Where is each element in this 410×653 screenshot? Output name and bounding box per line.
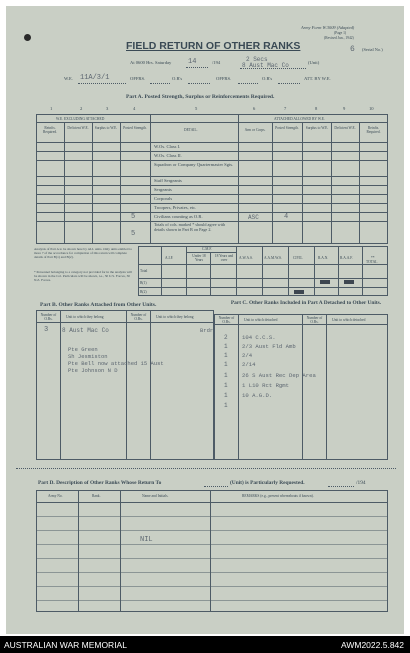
hand-arm-corps: ASC: [248, 214, 259, 221]
footer-institution: AUSTRALIAN WAR MEMORIAL: [4, 640, 127, 650]
right-group-header: ATTACHED ALLOWED BY W.E.: [274, 117, 325, 121]
part-c-hand-unit: 2/14: [242, 361, 256, 368]
form-sheet: [6, 6, 404, 634]
part-d-hand-nil: NIL: [140, 536, 153, 544]
hand-posted-right: 4: [284, 213, 289, 221]
year-label: /194: [212, 60, 221, 65]
col-number: 5: [195, 106, 198, 111]
or-label-1: O.R's: [172, 76, 183, 81]
part-d-unit-line: [204, 486, 228, 487]
col-head-reinfts: Reinfts. Required.: [42, 126, 58, 134]
unit-hand-2: 8 Aust Mac Co: [242, 62, 289, 69]
form-reference-1: Army Form W.3009 (Adapted): [301, 25, 355, 30]
col-head-arm: Arm or Corps.: [244, 128, 266, 132]
footer-accession: AWM2022.5.842: [341, 640, 404, 650]
col-head-deficient: Deficient W.E.: [67, 126, 89, 130]
part-d-date-line: [328, 486, 354, 487]
part-b-hand-line: Pte Bell now attached 15 Aust: [68, 360, 164, 367]
analysis-head: R.A.A.F.: [340, 256, 353, 260]
col-number: 9: [343, 106, 346, 111]
row-label-totals: Totals of cols. marked * should agree with details shown in Part B on Page 2.: [154, 222, 226, 232]
part-d-title-2: (Unit) is Particularly Requested.: [230, 480, 305, 486]
col-head-deficient-r: Deficient W.E.: [334, 126, 356, 130]
analysis-head: Under 18 Years: [192, 254, 206, 262]
part-d-year: /194: [356, 480, 366, 486]
analysis-table: [138, 246, 388, 296]
analysis-head: R.A.N.: [318, 256, 329, 260]
analysis-note-2: * Personnel belonging to a category not provided for in the analysis will be shown in the Col. Particulars will be shown, i.e., 30 U.S. Forces, 30 N.Z. Forces.: [34, 270, 132, 282]
col-number: 7: [284, 106, 287, 111]
col-head-surplus: Surplus to W.E.: [94, 126, 118, 130]
part-b-head: Number of O.Rs.: [40, 313, 57, 321]
part-c-hand-num: 2: [224, 334, 228, 341]
part-c-hand-num: 1: [224, 392, 228, 399]
part-a-title: Part A. Posted Strength, Surplus or Reinforcements Required.: [126, 94, 275, 100]
serial-number-hand: 6: [350, 45, 355, 54]
part-d-table: [36, 490, 388, 612]
part-b-hand-number: 3: [44, 326, 49, 334]
part-d-head: Name and Initials.: [142, 494, 169, 498]
at-text: At 0600 Hrs. Saturday: [130, 60, 172, 65]
row-label: Sergeants: [154, 187, 172, 192]
att-by-we-label: ATT. BY W.E.: [304, 76, 331, 81]
part-b-hand-line: Pte Johnson N D: [68, 367, 118, 374]
part-d-head: REMARKS (e.g., present whereabouts if known).: [242, 494, 314, 498]
part-c-hand-unit: 26 S Aust Rec Dep Area: [242, 372, 316, 379]
part-c-hand-unit: 10 A.G.D.: [242, 392, 273, 399]
part-c-title: Part C. Other Ranks Included in Part A Detached to Other Units.: [230, 300, 382, 306]
part-b-head: Number of O.Rs.: [130, 313, 147, 321]
part-c-head: Number of O.Rs.: [218, 316, 235, 324]
form-reference-2: (Page 1): [334, 31, 347, 35]
row-label: W.Os. Class I.: [154, 144, 181, 149]
part-c-hand-unit: 1 L10 Rct Rgmt: [242, 382, 289, 389]
part-b-hand-line: Sh Jesmiston: [68, 353, 108, 360]
date-hand: 14: [188, 58, 197, 66]
part-b-hand-line: Pte Green: [68, 346, 98, 353]
part-c-hand-num: 1: [224, 352, 228, 359]
date-line: [186, 67, 208, 68]
part-b-head: Unit to which they belong: [156, 315, 194, 319]
part-d-head: Rank.: [92, 494, 101, 498]
footer-bar: [0, 636, 410, 653]
part-c-hand-unit: 2/3 Aust Fld Amb: [242, 343, 296, 350]
col-head-surplus-r: Surplus to W.E.: [305, 126, 329, 130]
row-label: Staff Sergeants: [154, 178, 182, 183]
or-line-2: [278, 83, 300, 84]
part-b-hand-line: 8 Aust Mac Co: [62, 327, 109, 334]
col-number: 4: [133, 106, 136, 111]
part-c-hand-unit: 2/4: [242, 352, 253, 359]
analysis-head: A.A.M.W.S.: [264, 256, 282, 260]
field-return-form: [16, 16, 396, 616]
we-label: W.E.: [64, 76, 74, 81]
cmf-header: C.M.F.: [202, 247, 212, 251]
part-b-hand-right: Brdr: [200, 327, 214, 334]
row-label: Civilians counting as O.R.: [154, 214, 203, 219]
part-c-hand-num: 1: [224, 361, 228, 368]
analysis-note: Analysis of Part A to be shown here by ALL units. Only units entitled to more 7 of the accordance for completion of this return will complete details of Part B(1) and B(2).: [34, 247, 132, 259]
page-title: FIELD RETURN OF OTHER RANKS: [126, 40, 301, 52]
col-number: 6: [253, 106, 256, 111]
analysis-mark: [320, 280, 330, 284]
or-label-2: O.R's: [262, 76, 273, 81]
analysis-head: TOTAL: [366, 260, 378, 264]
part-c-hand-num: 1: [224, 382, 228, 389]
row-label: Troopers, Privates, etc.: [154, 205, 197, 210]
col-head-posted-r: Posted Strength.: [275, 126, 299, 130]
part-d-title: Part D. Description of Other Ranks Whose Return To: [38, 480, 162, 486]
we-line: [78, 83, 126, 84]
offrs-label-2: OFFRS.: [216, 76, 232, 81]
analysis-head: CIVIL: [293, 256, 303, 260]
part-c-head: Unit to which detached: [332, 318, 366, 322]
col-head-reinfts-r: Reinfts. Required.: [366, 126, 381, 134]
offrs-line-1: [150, 83, 170, 84]
part-c-hand-unit: 104 C.C.S.: [242, 334, 276, 341]
row-label: W.Os. Class II.: [154, 153, 182, 158]
detail-header: DETAIL.: [184, 128, 198, 132]
hand-posted-left: 5: [131, 213, 136, 221]
row-label: Corporals: [154, 196, 173, 201]
analysis-mark: [294, 290, 304, 294]
we-hand: 11A/3/1: [80, 74, 110, 82]
unit-line: [240, 68, 306, 69]
analysis-head: **: [371, 256, 375, 260]
col-number: 2: [80, 106, 83, 111]
offrs-label-1: OFFRS.: [130, 76, 146, 81]
col-head-posted: Posted Strength.: [123, 126, 147, 130]
part-c-head: Unit to which detached: [244, 318, 278, 322]
analysis-row-label: B(2): [140, 290, 147, 294]
part-c-hand-num: 1: [224, 402, 228, 409]
part-c-table: [214, 314, 388, 460]
unit-label: (Unit): [308, 60, 320, 65]
analysis-row-label: Total: [140, 269, 148, 273]
part-b-head: Unit to which they belong: [66, 315, 104, 319]
analysis-head: A.W.A.S.: [239, 256, 253, 260]
hand-posted-left-total: 5: [131, 230, 136, 238]
left-group-header: W.E. EXCLUDING ATTACHED: [56, 117, 105, 121]
analysis-row-label: B(1): [140, 281, 147, 285]
analysis-mark: [344, 280, 354, 284]
col-number: 10: [369, 106, 374, 111]
form-reference-3: (Revised Jun., 1942): [324, 36, 354, 40]
part-d-head: Army No.: [48, 494, 63, 498]
part-b-title: Part B. Other Ranks Attached from Other Units.: [40, 302, 157, 308]
or-line-1: [188, 83, 210, 84]
perforation-line: [16, 468, 396, 469]
analysis-head: 18 Years and over: [214, 254, 234, 262]
part-c-hand-num: 1: [224, 343, 228, 350]
row-label: Squadron or Company Quartermaster Sgts.: [154, 162, 234, 167]
offrs-line-2: [238, 83, 258, 84]
part-c-head: Number of O.Rs.: [306, 316, 323, 324]
analysis-head: A.I.F.: [165, 256, 174, 260]
col-number: 3: [106, 106, 109, 111]
col-number: 8: [315, 106, 318, 111]
unit-hand-1: 2 Secs: [246, 56, 268, 63]
col-number: 1: [50, 106, 53, 111]
serial-label: (Serial No.): [362, 47, 383, 52]
part-c-hand-num: 1: [224, 372, 228, 379]
